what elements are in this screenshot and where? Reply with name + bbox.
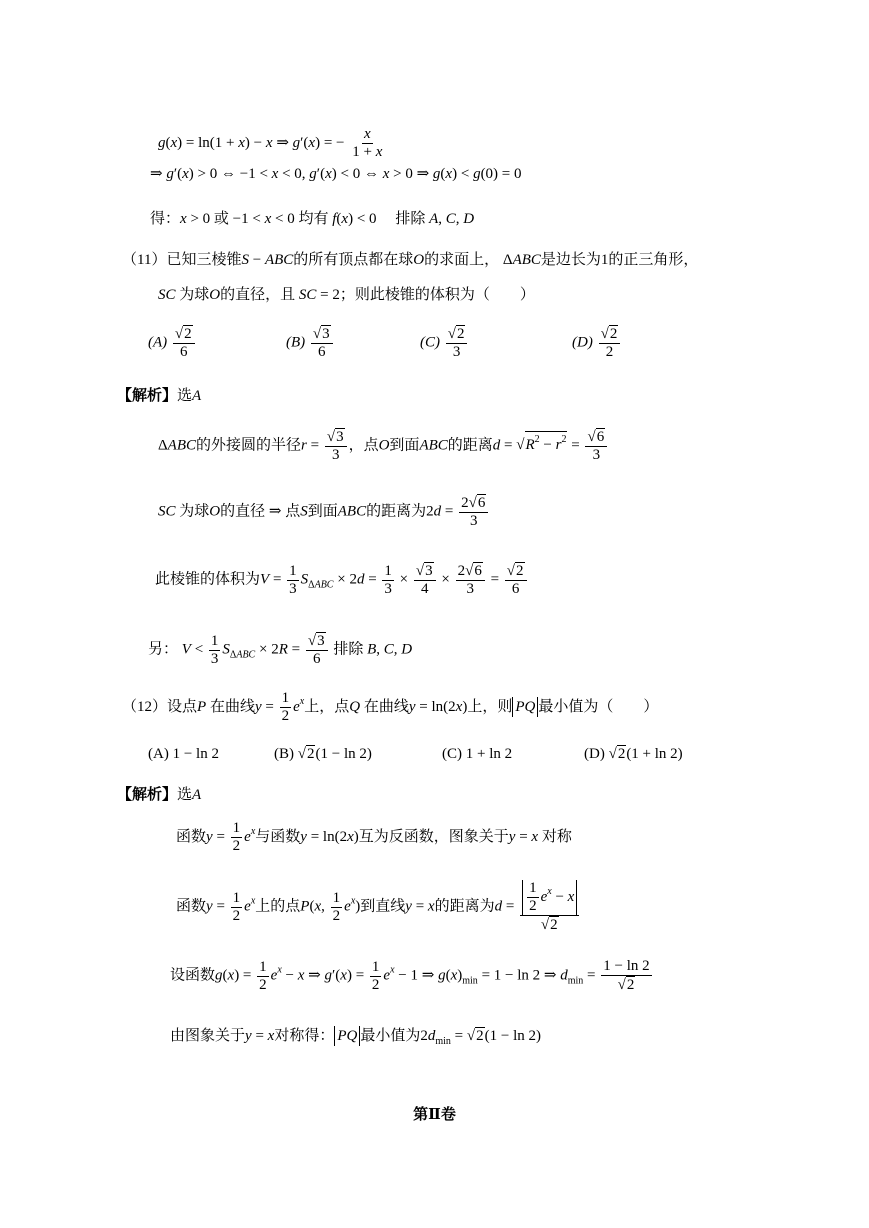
q11-analysis-heading: 【解析】选A: [117, 388, 202, 404]
q11-solution-line2: SC 为球O的直径 ⇒ 点S到面ABC的距离为2d = $\frac{2√6}{3}$: [158, 494, 490, 534]
formula-line-derivative: ⇒ g′(x) > 0 ⇔ −1 < x < 0, g′(x) < 0 ⇔ x > 0 ⇒ g(x) < g(0) = 0: [150, 166, 522, 182]
q11-solution-line1: ΔABC的外接圆的半径r = $\frac{√3}{3}$ ，点O到面ABC的距离$d = √R^2 - r^2$ = $\frac{√6}{3}$: [158, 428, 609, 468]
q12-solution-line3: 设函数g(x) = $\frac{1}{2}$ $e^x - x$ ⇒ g′(x) = $\frac{1}{2}$ $e^x - 1$ ⇒ $g(x)_{min} = 1 - \ln 2$ ⇒ $d_{min}$ = $\frac{1 - \ln 2}{√2}$: [170, 958, 650, 993]
q11-stem-line1: （11）已知三棱锥S − ABC的所有顶点都在球O的求面上， ΔABC是边长为1的正三角形，: [122, 252, 699, 268]
conclusion-line: 得：x > 0 或 −1 < x < 0 均有 f(x) < 0 排除 A, C, D: [150, 211, 475, 227]
q11-solution-line4: 另： V < $\frac{1}{3}$ $S_{\Delta ABC} \times 2R$ = $\frac{√3}{6}$ 排除 B, C, D: [148, 632, 413, 667]
q12-stem: （12）设点P 在曲线y = $\frac{1}{2}$ $e^x$上，点Q 在曲线y = ln(2x)上，则 PQ 最小值为（ ）: [122, 690, 659, 724]
formula-line-g: g(x) = ln(1 + x) − x ⇒ g′(x) = − $\frac{x}{1 + x}$: [158, 126, 383, 160]
q11-solution-line3: 此棱锥的体积为V = $\frac{1}{3}$ $S_{\Delta ABC} \times 2d$ = $\frac{1}{3}$ × $\frac{√3}{4}$ × $\frac{2√6}{3}$ = $\frac{√2}{6}$: [155, 562, 529, 602]
page-title: 第Ⅱ卷: [413, 1107, 456, 1123]
q12-solution-line4: 由图象关于y = x对称得： PQ 最小值为$2d_{min} = √2(1 - \ln 2)$: [170, 1028, 541, 1047]
q12-analysis-heading: 【解析】选A: [117, 787, 202, 803]
q12-solution-line1: 函数y = $\frac{1}{2}$ $e^x$与函数y = ln(2x)互为反函数，图象关于y = x 对称: [176, 820, 572, 854]
q12-solution-line2: 函数y = $\frac{1}{2}$ $e^x$上的点P(x, $\frac{1}{2}$ $e^x$)到直线y = x的距离为d = $\frac{1}{2}$ $e^x - x$ √2: [176, 880, 581, 940]
q11-stem-line2: SC 为球O的直径，且 SC = 2；则此棱锥的体积为（ ）: [158, 287, 535, 303]
